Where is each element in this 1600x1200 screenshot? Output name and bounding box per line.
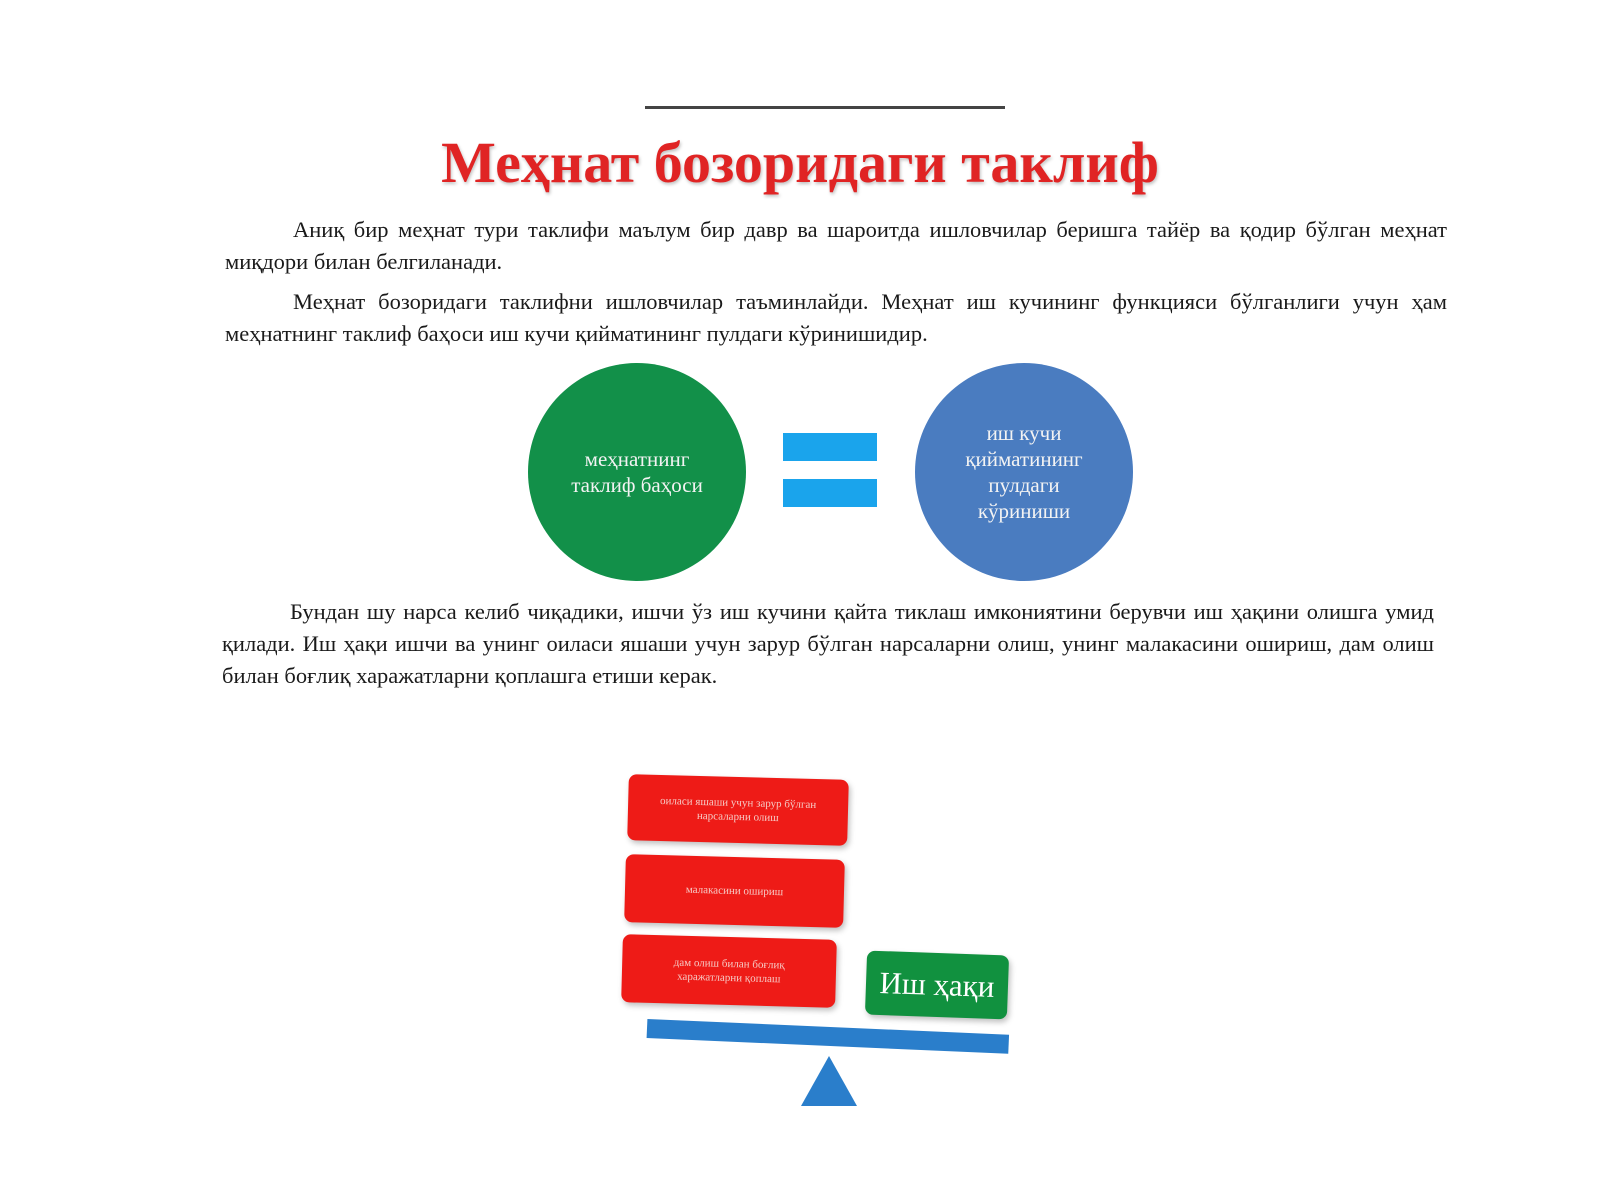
labor-value-money-circle [915,363,1133,581]
balance-item-label: малакасини ошириш [685,883,784,899]
title-divider [645,106,1005,109]
page-title: Меҳнат бозоридаги таклиф [441,130,1159,195]
balance-beam [647,1019,1009,1054]
equals-sign-bottom-bar [783,479,877,507]
paragraph-wage-expectations: Бундан шу нарса келиб чиқадики, ишчи ўз иш кучини қайта тиклаш имкониятини берувчи иш ҳақини олишга умид қилади. Иш ҳақи ишчи ва унинг оиласи яшаши учун зарур бўлган нарсаларни олиш, унинг малакасини ошириш, дам олиш билан боғлиқ харажатларни қоплашга етиши керак. [222,599,1434,688]
paragraph-labor-supply-definition: Аниқ бир меҳнат тури таклифи маълум бир давр ва шароитда ишловчилар беришга тайёр ва қодир бўлган меҳнат миқдори билан белгиланади. [225,217,1447,274]
balance-item-label: дам олиш билан боғлиқ харажатларни қоплаш [673,956,785,986]
wage-counterweight-label: Иш ҳақи [878,965,996,1004]
balance-fulcrum-triangle [801,1056,857,1106]
equals-sign-top-bar [783,433,877,461]
labor-value-money-label: иш кучи қийматининг пулдаги кўриниши [965,421,1083,523]
balance-item-label: оиласи яшаши учун зарур бўлган нарсаларни олиш [659,794,817,825]
balance-item-rest-expenses [621,934,837,1008]
balance-item-qualification [624,854,845,928]
labor-supply-price-label: меҳнатнинг таклиф баҳоси [571,447,703,497]
labor-supply-price-circle [528,363,746,581]
balance-item-family-needs [627,774,849,846]
paragraph-labor-supply-price: Меҳнат бозоридаги таклифни ишловчилар таъминлайди. Меҳнат иш кучининг функцияси бўлганлиги учун ҳам меҳнатнинг таклиф баҳоси иш кучи қийматининг пулдаги кўринишидир. [225,289,1447,346]
wage-counterweight-box [865,951,1009,1020]
